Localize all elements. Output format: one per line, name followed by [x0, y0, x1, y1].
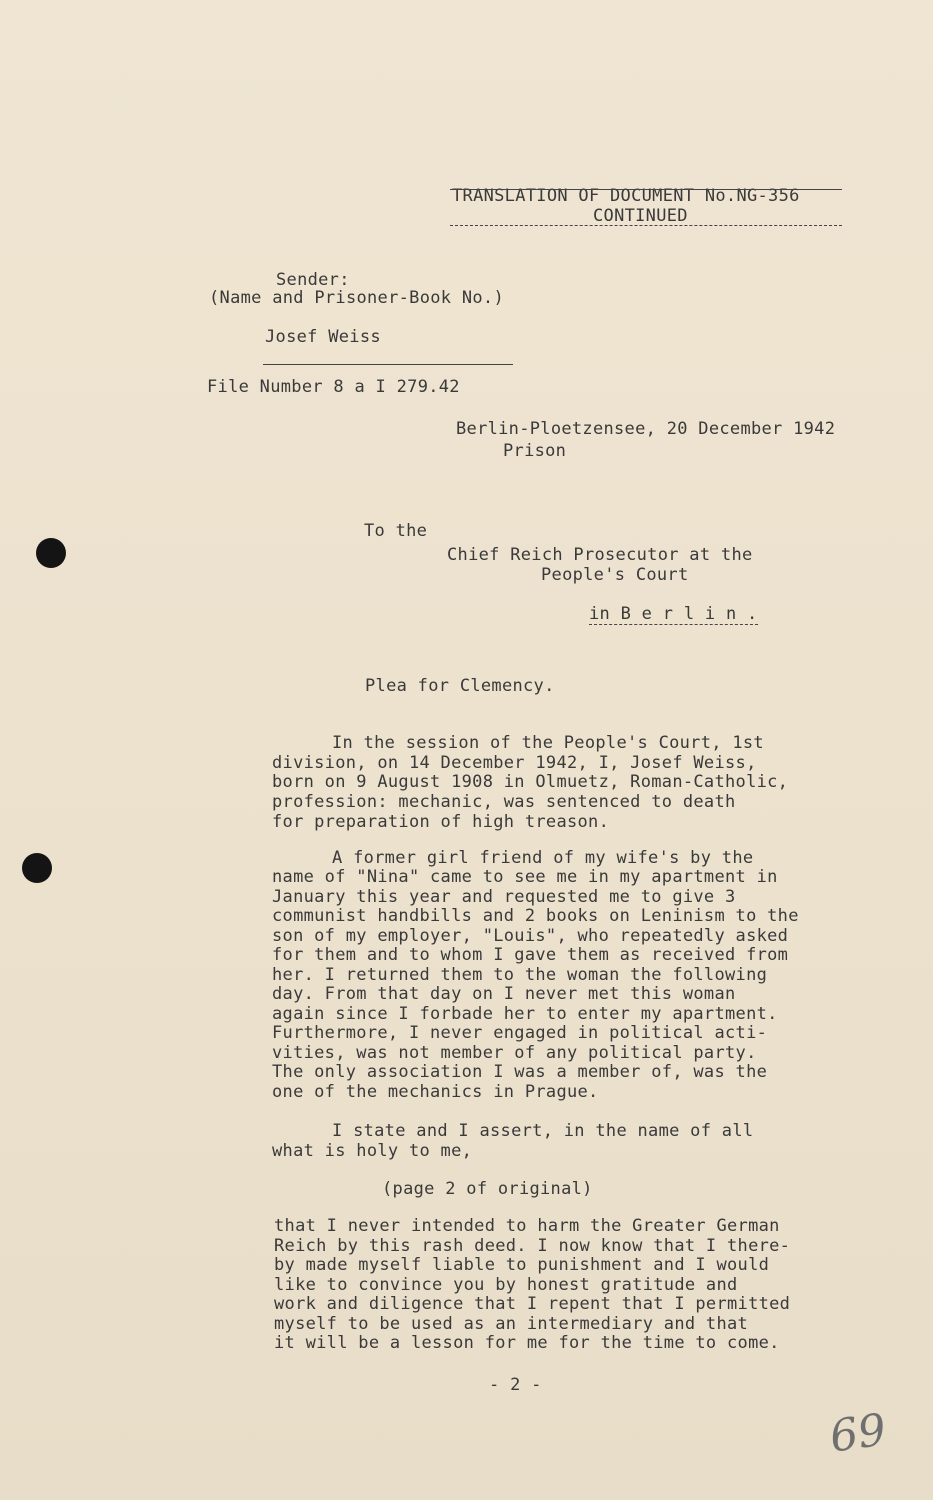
- paragraph-1-line: profession: mechanic, was sentenced to death: [272, 792, 736, 812]
- sender-rule: [263, 364, 513, 365]
- sender-name: Josef Weiss: [265, 327, 381, 347]
- paragraph-4-line: work and diligence that I repent that I permitted: [274, 1294, 791, 1314]
- address-to: To the: [364, 521, 428, 541]
- paragraph-4-line: it will be a lesson for me for the time to come.: [274, 1333, 780, 1353]
- paragraph-2-line: communist handbills and 2 books on Leninism to the: [272, 906, 799, 926]
- sender-label: Sender:: [276, 270, 350, 290]
- document-title: TRANSLATION OF DOCUMENT No.NG-356: [452, 186, 800, 206]
- paragraph-1-line: In the session of the People's Court, 1st: [332, 733, 764, 753]
- page-number: - 2 -: [489, 1375, 542, 1395]
- paragraph-4-line: Reich by this rash deed. I now know that I there-: [274, 1236, 791, 1256]
- paragraph-4-line: myself to be used as an intermediary and that: [274, 1314, 749, 1334]
- punch-hole-upper: [36, 538, 66, 568]
- paragraph-4-line: by made myself liable to punishment and I would: [274, 1255, 770, 1275]
- paragraph-2-line: day. From that day on I never met this woman: [272, 984, 736, 1004]
- paragraph-2-line: again since I forbade her to enter my apartment.: [272, 1004, 778, 1024]
- document-subtitle: CONTINUED: [593, 206, 688, 226]
- place-prison: Prison: [503, 441, 567, 461]
- subject-line: Plea for Clemency.: [365, 676, 555, 696]
- original-page-note: (page 2 of original): [382, 1179, 593, 1199]
- paragraph-2-line: for them and to whom I gave them as received from: [272, 945, 789, 965]
- paragraph-3-line: what is holy to me,: [272, 1141, 473, 1161]
- sender-sublabel: (Name and Prisoner-Book No.): [209, 288, 504, 308]
- address-line1: Chief Reich Prosecutor at the: [447, 545, 753, 565]
- paragraph-2-line: one of the mechanics in Prague.: [272, 1082, 599, 1102]
- header-top-rule: [450, 189, 842, 190]
- paragraph-2-line: The only association I was a member of, was the: [272, 1062, 768, 1082]
- address-line2: People's Court: [541, 565, 689, 585]
- paragraph-4-line: like to convince you by honest gratitude and: [274, 1275, 738, 1295]
- paragraph-3-line: I state and I assert, in the name of all: [332, 1121, 754, 1141]
- paragraph-4-line: that I never intended to harm the Greater German: [274, 1216, 780, 1236]
- paragraph-1-line: for preparation of high treason.: [272, 812, 610, 832]
- paragraph-2-line: A former girl friend of my wife's by the: [332, 848, 754, 868]
- header-bottom-rule: [450, 225, 842, 226]
- paragraph-2-line: Furthermore, I never engaged in political acti-: [272, 1023, 768, 1043]
- paragraph-1-line: born on 9 August 1908 in Olmuetz, Roman-Catholic,: [272, 772, 789, 792]
- paragraph-2-line: name of "Nina" came to see me in my apartment in: [272, 867, 778, 887]
- paragraph-2-line: January this year and requested me to give 3: [272, 887, 736, 907]
- paragraph-1-line: division, on 14 December 1942, I, Josef Weiss,: [272, 753, 757, 773]
- paragraph-2-line: vities, was not member of any political party.: [272, 1043, 757, 1063]
- address-city: in B e r l i n .: [589, 604, 758, 624]
- punch-hole-lower: [22, 853, 52, 883]
- place-date: Berlin-Ploetzensee, 20 December 1942: [456, 419, 836, 439]
- file-number: File Number 8 a I 279.42: [207, 377, 460, 397]
- handwritten-folio-number: 69: [826, 1404, 890, 1463]
- paragraph-2-line: son of my employer, "Louis", who repeatedly asked: [272, 926, 789, 946]
- paragraph-2-line: her. I returned them to the woman the following: [272, 965, 768, 985]
